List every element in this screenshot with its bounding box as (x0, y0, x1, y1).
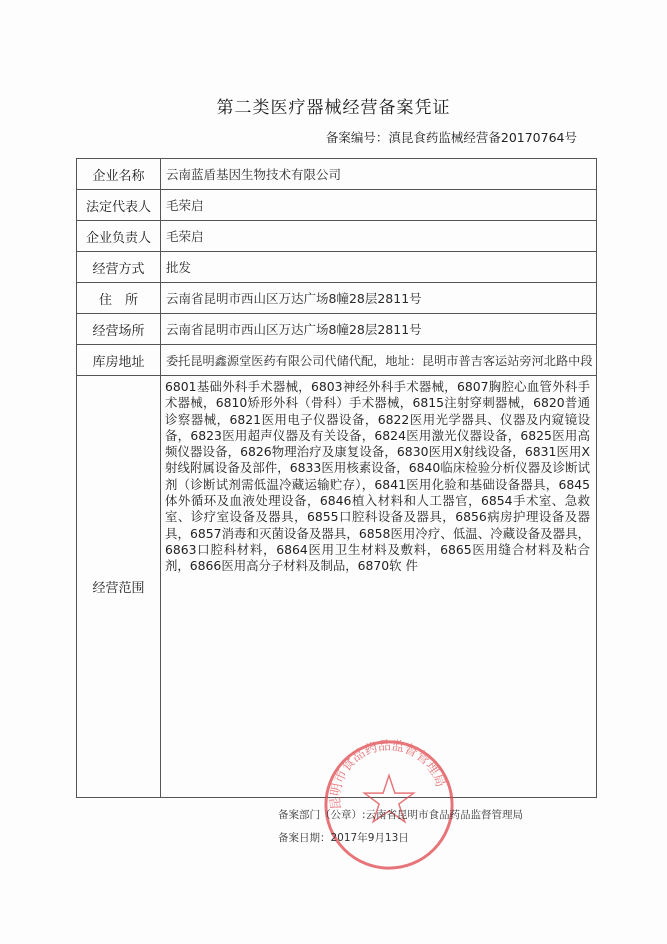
business-premises-value: 云南省昆明市西山区万达广场8幢28层2811号 (161, 314, 597, 345)
table-row (77, 221, 597, 252)
certificate-table (76, 158, 597, 798)
person-in-charge-value: 毛荣启 (161, 221, 597, 252)
document-title: 第二类医疗器械经营备案凭证 (216, 98, 451, 118)
filing-department: 备案部门（公章）:云南省昆明市食品药品监督管理局 (278, 809, 524, 821)
company-name-value: 云南蓝盾基因生物技术有限公司 (161, 159, 597, 190)
table-row (77, 190, 597, 221)
record-number: 备案编号：滇昆食药监械经营备20170764号 (325, 130, 577, 145)
warehouse-address-value: 委托昆明鑫源堂医药有限公司代储代配，地址：昆明市普吉客运站旁河北路中段 (161, 345, 597, 376)
row-label: 住 所 (77, 283, 161, 314)
table-row (77, 159, 597, 190)
business-scope-cell (161, 376, 597, 798)
row-label: 经营方式 (77, 252, 161, 283)
row-label: 经营范围 (77, 376, 161, 798)
table-row (77, 283, 597, 314)
legal-rep-value: 毛荣启 (161, 190, 597, 221)
row-label: 库房地址 (77, 345, 161, 376)
table-row (77, 252, 597, 283)
business-mode-value: 批发 (161, 252, 597, 283)
row-label: 企业名称 (77, 159, 161, 190)
filing-date: 备案日期：2017年9月13日 (278, 832, 409, 844)
row-label: 企业负责人 (77, 221, 161, 252)
row-label: 法定代表人 (77, 190, 161, 221)
business-scope-value: 6801基础外科手术器械，6803神经外科手术器械，6807胸腔心血管外科手术器械，6810矫形外科（骨科）手术器械，6815注射穿刺器械，6820普通诊察器械，6821医用电子仪器设备，6822医用光学器具、仪器及内窥镜设备，6823医用超声仪器及有关设备，6824医用激光仪器设备，6825医用高频仪器设备，6826物理治疗及康复设备，6830医用X射线设备，6831医用X射线附属设备及部件，6833医用核素设备，6840临床检验分析仪器及诊断试剂（诊断试剂需低温冷藏运输贮存），6841医用化验和基础设备器具，6845体外循环及血液处理设备，6846植入材料和人工器官，6854手术室、急救室、诊疗室设备及器具，6855口腔科设备及器具，6856病房护理设备及器具，6857消毒和灭菌设备及器具，6858医用冷疗、低温、冷藏设备及器具，6863口腔科材料，6864医用卫生材料及敷料，6865医用缝合材料及粘合剂，6866医用高分子材料及制品，6870软 件 (165, 379, 590, 574)
seal-text: 昆明市食品药品监督管理局 (328, 738, 448, 811)
table-row (77, 314, 597, 345)
table-row (77, 376, 597, 798)
table-row (77, 345, 597, 376)
row-label: 经营场所 (77, 314, 161, 345)
residence-value: 云南省昆明市西山区万达广场8幢28层2811号 (161, 283, 597, 314)
